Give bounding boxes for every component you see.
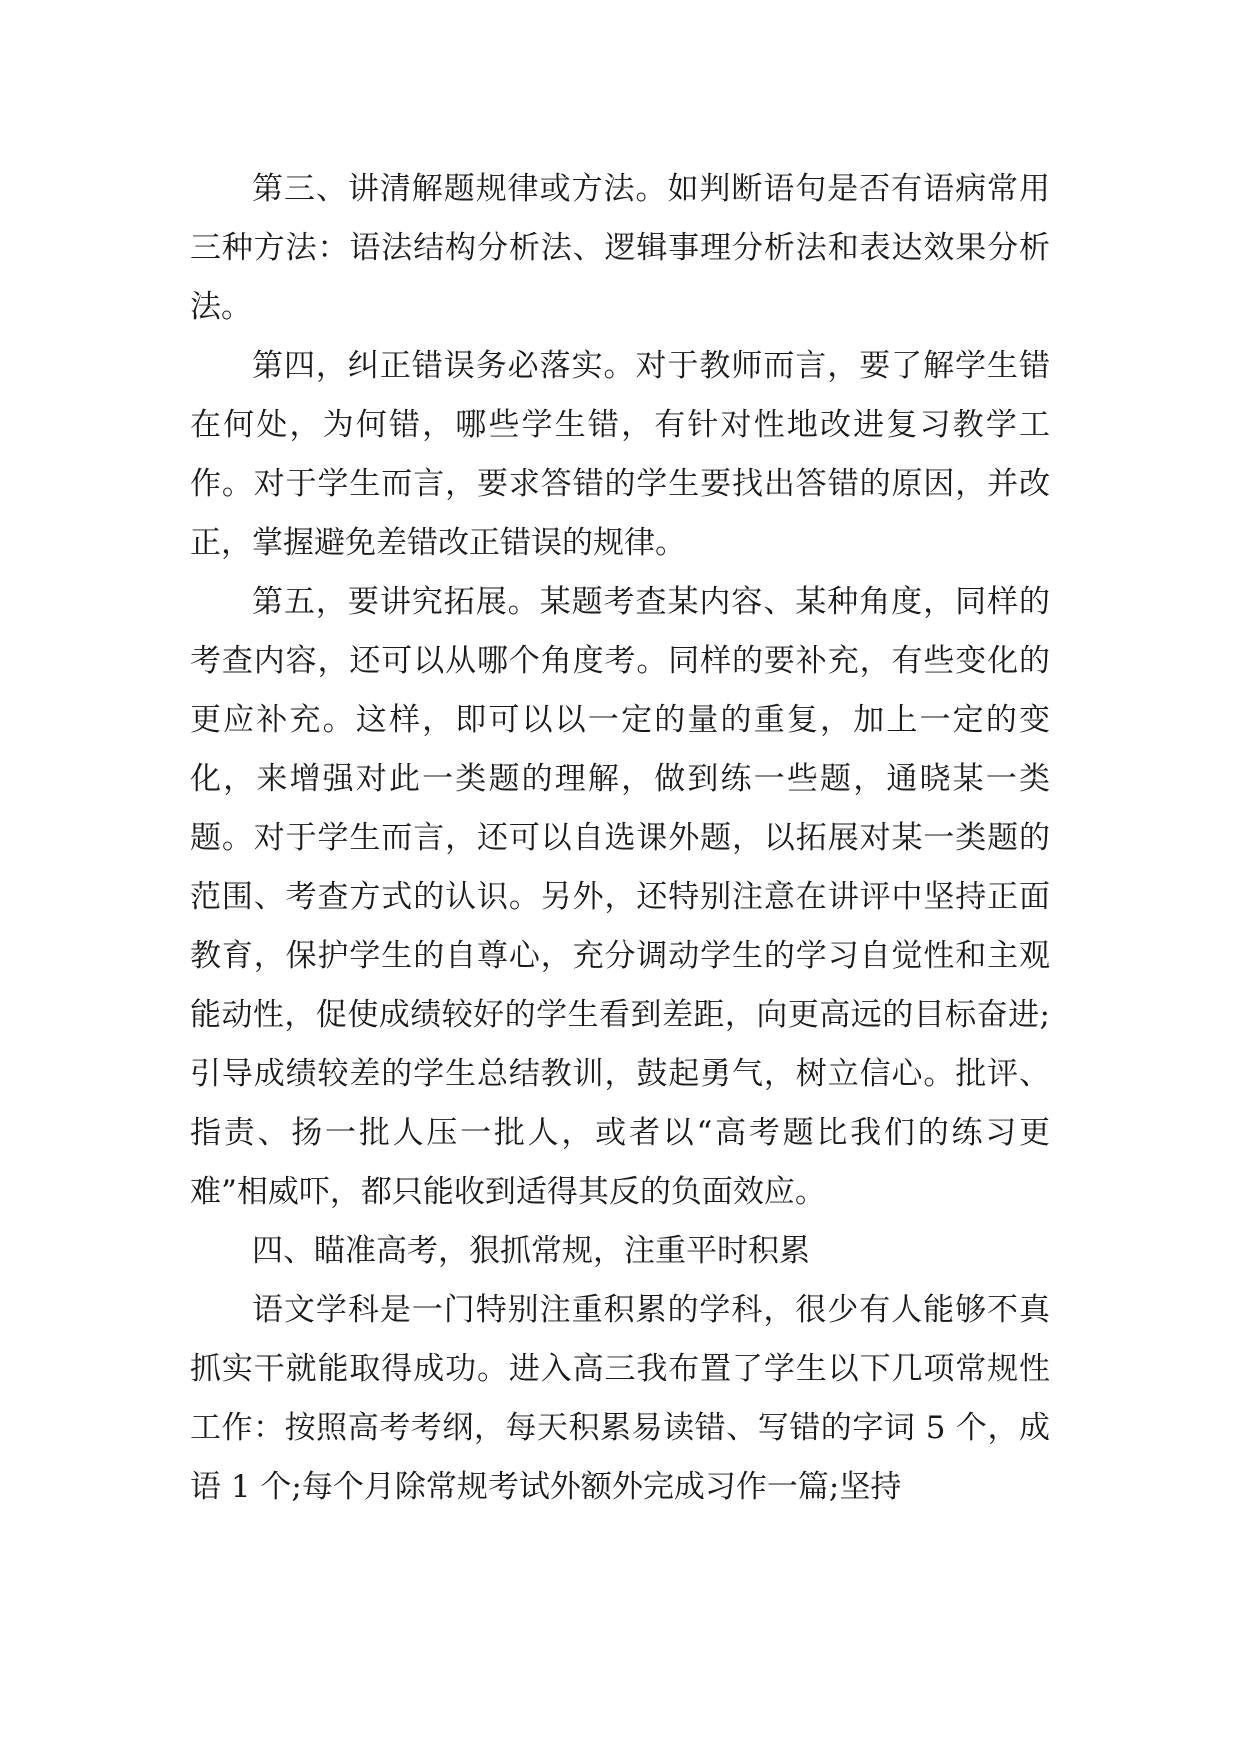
section-heading-four: 四、瞄准高考，狠抓常规，注重平时积累 xyxy=(252,1233,810,1269)
paragraph-point-five: 第五，要讲究拓展。某题考查某内容、某种角度，同样的考查内容，还可以从哪个角度考。同样的要补充，有些变化的更应补充。这样，即可以以一定的量的重复，加上一定的变化，来增强对此一类题的理解，做到练一些题，通晓某一类题。对于学生而言，还可以自选课外题，以拓展对某一类题的范围、考查方式的认识。另外，还特别注意在讲评中坚持正面教育，保护学生的自尊心，充分调动学生的学习自觉性和主观能动性，促使成绩较好的学生看到差距，向更高远的目标奋进;引导成绩较差的学生总结教训，鼓起勇气，树立信心。批评、指责、扬一批人压一批人，或者以“高考题比我们的练习更难”相威吓，都只能收到适得其反的负面效应。 xyxy=(190,584,1050,1210)
paragraph-point-three: 第三、讲清解题规律或方法。如判断语句是否有语病常用三种方法：语法结构分析法、逻辑事理分析法和表达效果分析法。 xyxy=(190,171,1050,325)
document-body xyxy=(190,160,1050,1517)
paragraph-point-four: 第四，纠正错误务必落实。对于教师而言，要了解学生错在何处，为何错，哪些学生错，有针对性地改进复习教学工作。对于学生而言，要求答错的学生要找出答错的原因，并改正，掌握避免差错改正错误的规律。 xyxy=(190,348,1050,561)
paragraph-accumulation: 语文学科是一门特别注重积累的学科，很少有人能够不真抓实干就能取得成功。进入高三我布置了学生以下几项常规性工作：按照高考考纲，每天积累易读错、写错的字词 5 个，成语 1 个;每个月除常规考试外额外完成习作一篇;坚持 xyxy=(190,1292,1050,1505)
